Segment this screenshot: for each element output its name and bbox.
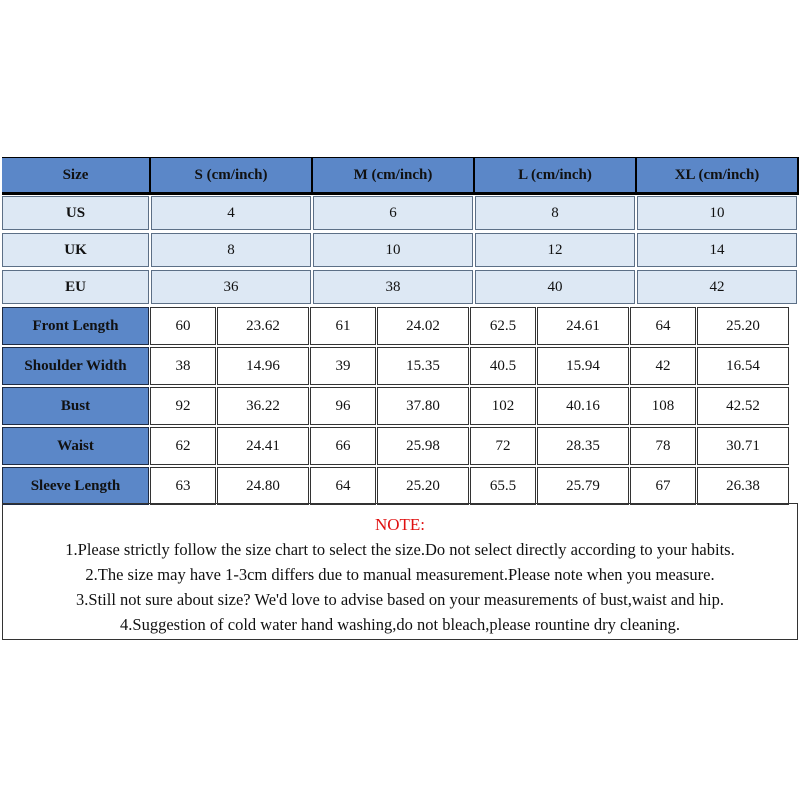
- table-row-uk: [2, 232, 799, 269]
- table-cell: 63: [150, 467, 216, 505]
- table-row-bust: [2, 386, 799, 426]
- table-cell: 14.96: [217, 347, 309, 385]
- table-cell: 42: [630, 347, 696, 385]
- note-box: [2, 503, 798, 640]
- table-cell: 40.16: [537, 387, 629, 425]
- note-line: 4.Suggestion of cold water hand washing,do not bleach,please rountine dry cleaning.: [120, 615, 680, 634]
- table-cell: 40.5: [470, 347, 536, 385]
- table-cell: 42: [637, 270, 797, 304]
- table-cell: 66: [310, 427, 376, 465]
- table-cell: 25.79: [537, 467, 629, 505]
- table-cell: 36.22: [217, 387, 309, 425]
- table-cell: 62: [150, 427, 216, 465]
- table-cell: 8: [475, 196, 635, 230]
- header-size-xl: XL (cm/inch): [637, 158, 797, 192]
- table-cell: 108: [630, 387, 696, 425]
- row-label-us: US: [2, 196, 149, 230]
- table-cell: 42.52: [697, 387, 789, 425]
- table-row-us: [2, 195, 799, 232]
- table-cell: 102: [470, 387, 536, 425]
- table-cell: 37.80: [377, 387, 469, 425]
- table-row-sleeve-length: [2, 466, 799, 506]
- table-cell: 25.20: [377, 467, 469, 505]
- note-line: 2.The size may have 1-3cm differs due to manual measurement.Please note when you measure.: [85, 565, 715, 584]
- table-cell: 40: [475, 270, 635, 304]
- note-line: 1.Please strictly follow the size chart to select the size.Do not select directly according to your habits.: [65, 540, 735, 559]
- table-cell: 64: [310, 467, 376, 505]
- table-cell: 15.94: [537, 347, 629, 385]
- table-cell: 24.80: [217, 467, 309, 505]
- table-cell: 39: [310, 347, 376, 385]
- table-cell: 24.02: [377, 307, 469, 345]
- table-cell: 64: [630, 307, 696, 345]
- table-cell: 78: [630, 427, 696, 465]
- note-line: 3.Still not sure about size? We'd love to advise based on your measurements of bust,waist and hip.: [76, 590, 724, 609]
- header-size-m: M (cm/inch): [313, 158, 473, 192]
- table-cell: 23.62: [217, 307, 309, 345]
- header-size-label: Size: [2, 158, 149, 192]
- table-cell: 25.20: [697, 307, 789, 345]
- table-cell: 30.71: [697, 427, 789, 465]
- table-cell: 10: [637, 196, 797, 230]
- table-row-front-length: [2, 306, 799, 346]
- table-cell: 14: [637, 233, 797, 267]
- header-size-l: L (cm/inch): [475, 158, 635, 192]
- row-label-shoulder-width: Shoulder Width: [2, 347, 149, 385]
- table-cell: 12: [475, 233, 635, 267]
- table-cell: 4: [151, 196, 311, 230]
- table-cell: 8: [151, 233, 311, 267]
- row-label-uk: UK: [2, 233, 149, 267]
- table-cell: 67: [630, 467, 696, 505]
- row-label-waist: Waist: [2, 427, 149, 465]
- row-label-bust: Bust: [2, 387, 149, 425]
- table-cell: 24.41: [217, 427, 309, 465]
- table-cell: 10: [313, 233, 473, 267]
- table-cell: 92: [150, 387, 216, 425]
- table-cell: 60: [150, 307, 216, 345]
- table-row-waist: [2, 426, 799, 466]
- table-cell: 38: [313, 270, 473, 304]
- table-cell: 96: [310, 387, 376, 425]
- table-cell: 62.5: [470, 307, 536, 345]
- table-cell: 36: [151, 270, 311, 304]
- table-cell: 16.54: [697, 347, 789, 385]
- table-cell: 61: [310, 307, 376, 345]
- table-row-shoulder-width: [2, 346, 799, 386]
- table-cell: 15.35: [377, 347, 469, 385]
- row-label-eu: EU: [2, 270, 149, 304]
- row-label-sleeve-length: Sleeve Length: [2, 467, 149, 505]
- size-chart-table: [2, 157, 799, 506]
- table-cell: 25.98: [377, 427, 469, 465]
- table-cell: 26.38: [697, 467, 789, 505]
- table-cell: 72: [470, 427, 536, 465]
- table-cell: 6: [313, 196, 473, 230]
- table-header-row: [2, 157, 799, 195]
- note-title: NOTE:: [374, 515, 426, 534]
- table-row-eu: [2, 269, 799, 306]
- table-cell: 65.5: [470, 467, 536, 505]
- header-size-s: S (cm/inch): [151, 158, 311, 192]
- table-cell: 28.35: [537, 427, 629, 465]
- table-cell: 24.61: [537, 307, 629, 345]
- row-label-front-length: Front Length: [2, 307, 149, 345]
- table-cell: 38: [150, 347, 216, 385]
